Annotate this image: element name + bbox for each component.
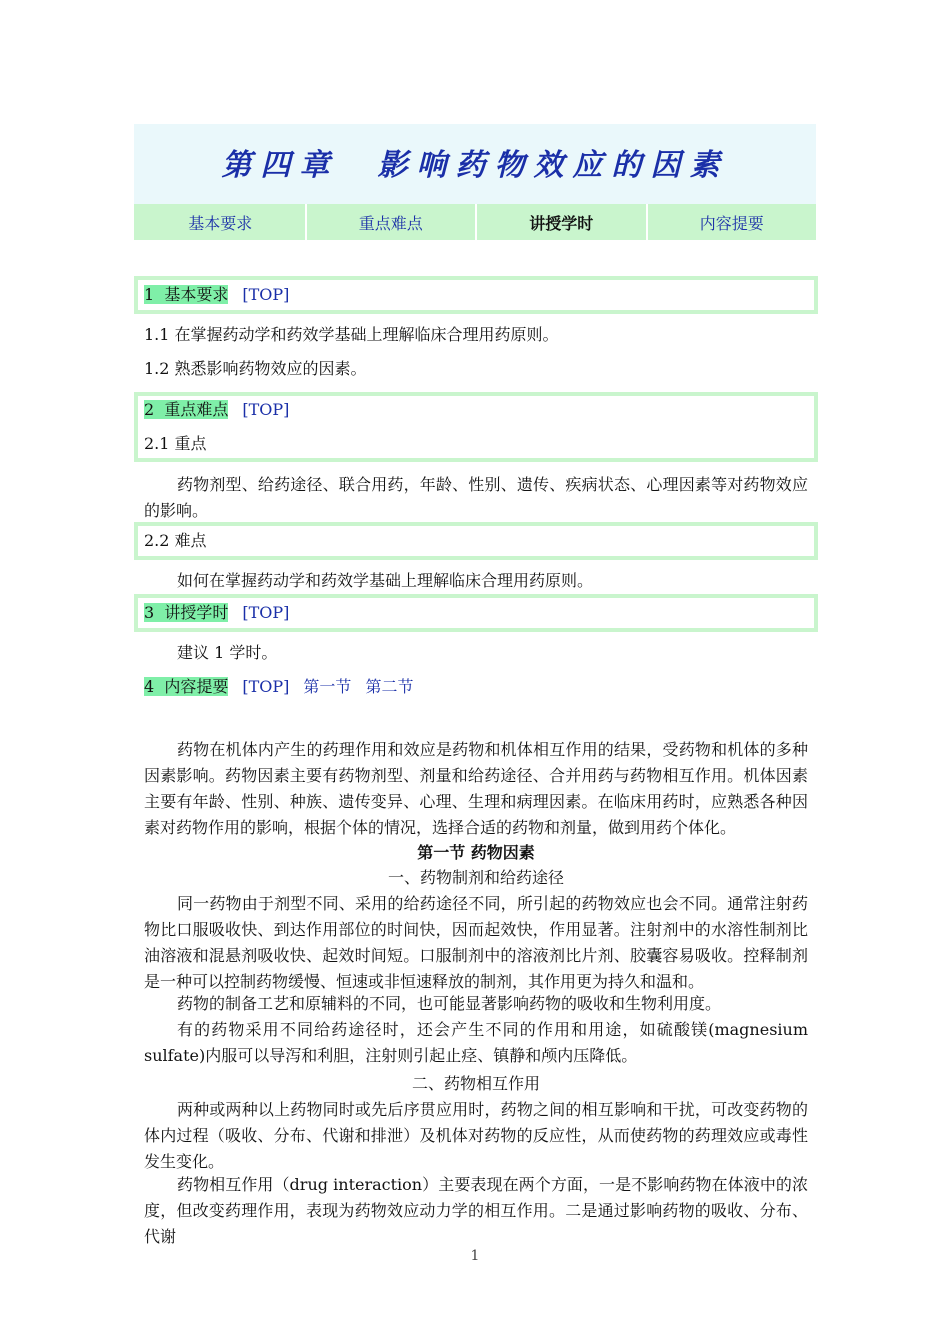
chapter-title: 第四章 影响药物效应的因素 <box>221 148 729 183</box>
paragraph-5: 药物相互作用（drug interaction）主要表现在两个方面，一是不影响药物在体液中的浓度，但改变药理作用，表现为药物效应动力学的相互作用。二是通过影响药物的吸收、分布、代谢 <box>144 1175 808 1246</box>
section-1-top-link[interactable]: [TOP] <box>242 285 290 304</box>
section-2-paragraph-1: 药物剂型、给药途径、联合用药，年龄、性别、遗传、疾病状态、心理因素等对药物效应的影响。 <box>144 475 808 520</box>
section-link-1[interactable]: 第一节 <box>303 677 352 696</box>
section-3-paragraph: 建议 1 学时。 <box>177 643 278 662</box>
section-4-heading: 4 内容提要 <box>144 677 229 696</box>
nav-link-basic-requirements[interactable]: 基本要求 <box>134 204 305 240</box>
nav-bar <box>134 204 816 240</box>
section-3-header <box>144 603 289 623</box>
section-4-top-link[interactable]: [TOP] <box>242 677 290 696</box>
section-2-paragraph-2: 如何在掌握药动学和药效学基础上理解临床合理用药原则。 <box>177 571 594 590</box>
section-1-header <box>144 285 289 305</box>
nav-link-content-summary[interactable]: 内容提要 <box>646 204 817 240</box>
nav-link-teaching-hours[interactable]: 讲授学时 <box>475 204 646 240</box>
section-1-item-1: 1.1 在掌握药动学和药效学基础上理解临床合理用药原则。 <box>144 325 559 344</box>
section-2-sub-1: 2.1 重点 <box>144 434 207 453</box>
subsection-1-heading-1: 一、药物制剂和给药途径 <box>387 868 564 887</box>
paragraph-4: 两种或两种以上药物同时或先后序贯应用时，药物之间的相互影响和干扰，可改变药物的体内过程（吸收、分布、代谢和排泄）及机体对药物的反应性，从而使药物的药理效应或毒性发生变化。 <box>144 1100 808 1171</box>
paragraph-2: 药物的制备工艺和原辅料的不同，也可能显著影响药物的吸收和生物利用度。 <box>177 994 722 1013</box>
nav-link-key-points[interactable]: 重点难点 <box>305 204 476 240</box>
intro-paragraph: 药物在机体内产生的药理作用和效应是药物和机体相互作用的结果，受药物和机体的多种因素影响。药物因素主要有药物剂型、剂量和给药途径、合并用药与药物相互作用。机体因素主要有年龄、性别、种族、遗传变异、心理、生理和病理因素。在临床用药时，应熟悉各种因素对药物作用的影响，根据个体的情况，选择合适的药物和剂量，做到用药个体化。 <box>144 740 808 837</box>
section-1-item-2: 1.2 熟悉影响药物效应的因素。 <box>144 359 367 378</box>
section-4-header <box>144 677 413 697</box>
page-number: 1 <box>470 1248 480 1264</box>
section-link-2[interactable]: 第二节 <box>365 677 414 696</box>
section-2-header <box>144 400 289 420</box>
paragraph-1: 同一药物由于剂型不同、采用的给药途径不同，所引起的药物效应也会不同。通常注射药物比口服吸收快、到达作用部位的时间快，因而起效快，作用显著。注射剂中的水溶性制剂比油溶液和混悬剂吸收快、起效时间短。口服制剂中的溶液剂比片剂、胶囊容易吸收。控释制剂是一种可以控制药物缓慢、恒速或非恒速释放的制剂，其作用更为持久和温和。 <box>144 894 808 991</box>
section-2-heading: 2 重点难点 <box>144 400 229 419</box>
section-2-sub-2: 2.2 难点 <box>144 531 207 550</box>
section-2-top-link[interactable]: [TOP] <box>242 400 290 419</box>
subsection-1-title: 第一节 药物因素 <box>417 843 535 862</box>
section-3-top-link[interactable]: [TOP] <box>242 603 290 622</box>
section-2-sub-2-box <box>134 522 818 560</box>
section-1-heading: 1 基本要求 <box>144 285 229 304</box>
paragraph-3: 有的药物采用不同给药途径时，还会产生不同的作用和用途，如硫酸镁(magnesium sulfate)内服可以导泻和利胆，注射则引起止痉、镇静和颅内压降低。 <box>144 1020 808 1065</box>
section-3-heading: 3 讲授学时 <box>144 603 229 622</box>
subsection-1-heading-2: 二、药物相互作用 <box>411 1074 540 1093</box>
